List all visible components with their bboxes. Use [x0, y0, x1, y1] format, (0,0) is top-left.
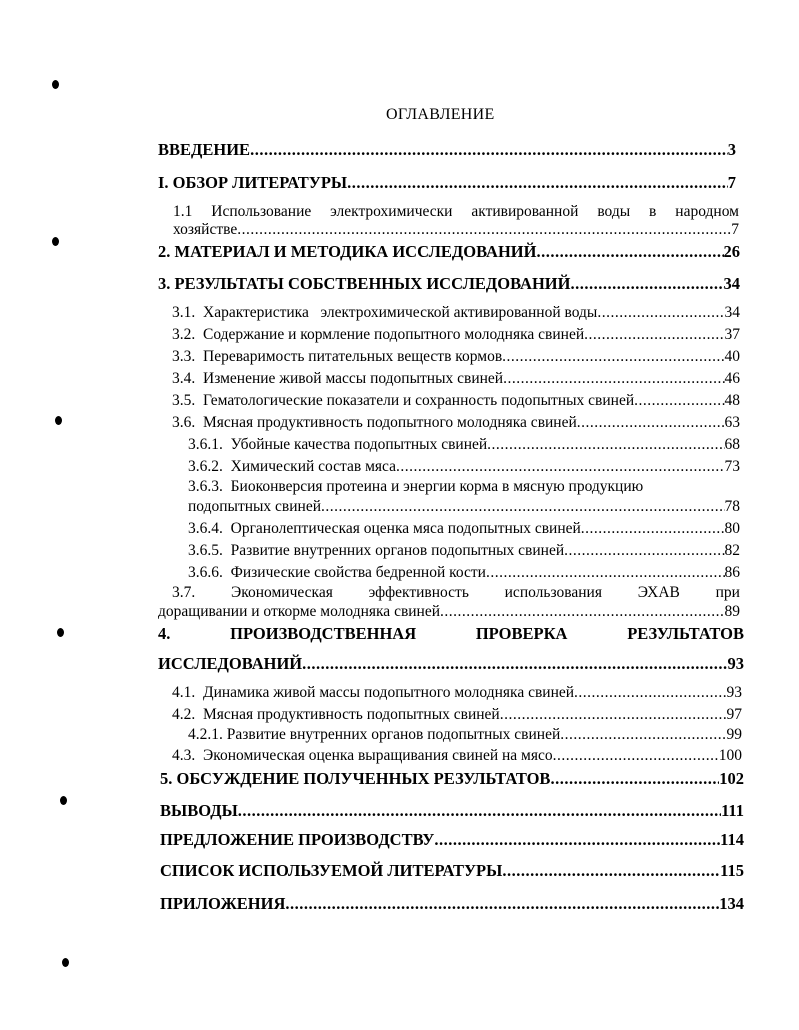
toc-entry-3-7-line2[interactable]: [158, 603, 740, 621]
binding-hole-mark: [52, 237, 59, 246]
toc-entry-3-2[interactable]: [172, 326, 740, 344]
toc-entry-3-5[interactable]: [172, 392, 740, 410]
toc-entry-text: 3.1. Характеристика электрохимической активированной воды: [172, 304, 598, 321]
toc-page-number: 34: [724, 304, 740, 321]
toc-entry-word: при: [715, 584, 740, 601]
toc-entry-text: 4.3. Экономическая оценка выращивания свиней на мясо: [172, 747, 553, 764]
toc-entry-text: ИССЛЕДОВАНИЙ: [158, 654, 303, 673]
toc-entry-4-2[interactable]: [172, 706, 742, 724]
toc-entry-text: хозяйстве: [173, 221, 238, 238]
toc-entry-text: 3.6.5. Развитие внутренних органов подопытных свиней: [188, 542, 565, 559]
toc-entry-word: Использование: [211, 203, 312, 220]
toc-page-number: 93: [727, 654, 744, 673]
toc-entry-word: ПРОВЕРКА: [475, 624, 568, 643]
leader-dots: [396, 458, 725, 476]
leader-dots: [250, 140, 728, 160]
leader-dots: [550, 769, 719, 789]
toc-entry-3-7-line1[interactable]: [172, 584, 740, 602]
toc-page-number: 97: [726, 706, 742, 723]
leader-dots: [536, 242, 723, 262]
toc-entry-4-3[interactable]: [172, 747, 742, 765]
leader-dots: [302, 654, 727, 674]
toc-page-number: 93: [726, 684, 742, 701]
toc-entry-text: 3.6.6. Физические свойства бедренной кости: [188, 564, 486, 581]
toc-entry-production-check-line2[interactable]: [158, 654, 744, 674]
toc-entry-3-3[interactable]: [172, 348, 740, 366]
binding-hole-mark: [62, 958, 69, 967]
leader-dots: [500, 706, 727, 724]
toc-entry-text: 3.6.2. Химический состав мяса: [188, 458, 396, 475]
toc-entry-text: I. ОБЗОР ЛИТЕРАТУРЫ: [158, 173, 348, 192]
toc-entry-word: эффективность: [368, 584, 469, 601]
toc-page-number: 26: [723, 242, 740, 261]
toc-page-number: 80: [724, 520, 740, 537]
binding-hole-mark: [55, 416, 62, 425]
binding-hole-mark: [60, 796, 67, 805]
toc-entry-3-6-1[interactable]: [188, 436, 740, 454]
toc-entry-3-6-2[interactable]: [188, 458, 740, 476]
toc-page-number: 86: [724, 564, 740, 581]
leader-dots: [584, 326, 724, 344]
toc-entry-number: 1.1: [173, 203, 193, 220]
toc-entry-text: 4.1. Динамика живой массы подопытного молодняка свиней: [172, 684, 575, 701]
page-title: ОГЛАВЛЕНИЕ: [386, 106, 495, 123]
toc-entry-text: ПРЕДЛОЖЕНИЕ ПРОИЗВОДСТВУ: [160, 830, 435, 849]
toc-entry-own-results[interactable]: [158, 274, 740, 294]
toc-entry-appendices[interactable]: [160, 894, 744, 914]
toc-entry-text: 3.5. Гематологические показатели и сохранность подопытных свиней: [172, 392, 635, 409]
toc-entry-word: РЕЗУЛЬТАТОВ: [627, 624, 744, 643]
toc-entry-text: 3.6. Мясная продуктивность подопытного молодняка свиней: [172, 414, 577, 431]
toc-entry-3-6-3-line1[interactable]: 3.6.3. Биоконверсия протеина и энергии корма в мясную продукцию: [188, 478, 644, 495]
toc-page-number: 114: [720, 830, 744, 849]
toc-entry-3-1[interactable]: [172, 304, 740, 322]
toc-entry-text: 3.4. Изменение живой массы подопытных свиней: [172, 370, 504, 387]
toc-entry-3-6-4[interactable]: [188, 520, 740, 538]
toc-entry-1-1-line1[interactable]: [173, 203, 739, 221]
toc-page-number: 111: [721, 801, 744, 820]
toc-entry-text: 2. МАТЕРИАЛ И МЕТОДИКА ИССЛЕДОВАНИЙ: [158, 242, 537, 261]
leader-dots: [502, 348, 724, 366]
toc-entry-discussion[interactable]: [160, 769, 744, 789]
toc-entry-word: ПРОИЗВОДСТВЕННАЯ: [230, 624, 417, 643]
toc-page-number: 34: [723, 274, 740, 293]
toc-entry-3-4[interactable]: [172, 370, 740, 388]
leader-dots: [597, 304, 724, 322]
toc-entry-number: 4.: [158, 624, 171, 643]
toc-entry-4-1[interactable]: [172, 684, 742, 702]
toc-entry-text: 3.3. Переваримость питательных веществ кормов: [172, 348, 503, 365]
toc-entry-3-6[interactable]: [172, 414, 740, 432]
toc-entry-1-1-line2[interactable]: [173, 221, 739, 239]
leader-dots: [553, 747, 719, 765]
toc-entry-word: использования: [504, 584, 602, 601]
leader-dots: [321, 498, 724, 516]
leader-dots: [634, 392, 724, 410]
toc-entry-text: 3.6.1. Убойные качества подопытных свиней: [188, 436, 488, 453]
toc-page-number: 73: [724, 458, 740, 475]
toc-entry-text: 4.2. Мясная продуктивность подопытных свиней: [172, 706, 500, 723]
leader-dots: [574, 684, 726, 702]
toc-entry-text: доращивании и откорме молодняка свиней: [158, 603, 441, 620]
toc-page-number: 68: [724, 436, 740, 453]
toc-page-number: 78: [724, 498, 740, 515]
toc-entry-text: 3.6.4. Органолептическая оценка мяса подопытных свиней: [188, 520, 581, 537]
toc-entry-conclusions[interactable]: [160, 801, 744, 821]
toc-entry-3-6-3-line2[interactable]: [188, 498, 740, 516]
toc-page-number: 7: [727, 173, 736, 192]
toc-entry-word: воды: [597, 203, 631, 220]
toc-entry-text: СПИСОК ИСПОЛЬЗУЕМОЙ ЛИТЕРАТУРЫ: [160, 861, 503, 880]
leader-dots: [570, 274, 723, 294]
toc-entry-text: 3. РЕЗУЛЬТАТЫ СОБСТВЕННЫХ ИССЛЕДОВАНИЙ: [158, 274, 571, 293]
leader-dots: [503, 370, 724, 388]
toc-entry-4-2-1[interactable]: [188, 726, 742, 744]
binding-hole-mark: [52, 80, 59, 89]
toc-entry-word: электрохимически: [330, 203, 453, 220]
toc-entry-3-6-5[interactable]: [188, 542, 740, 560]
leader-dots: [434, 830, 720, 850]
leader-dots: [487, 436, 724, 454]
toc-entry-3-6-6[interactable]: [188, 564, 740, 582]
toc-entry-literature-review[interactable]: [158, 173, 736, 193]
leader-dots: [237, 221, 731, 239]
leader-dots: [564, 542, 724, 560]
toc-page-number: 115: [720, 861, 744, 880]
toc-entry-word: ЭХАВ: [637, 584, 680, 601]
toc-entry-proposal[interactable]: [160, 830, 744, 850]
toc-entry-text: ВЫВОДЫ: [160, 801, 238, 820]
toc-entry-text: ВВЕДЕНИЕ: [158, 140, 251, 159]
binding-hole-mark: [57, 628, 64, 637]
toc-page-number: 7: [731, 221, 739, 238]
leader-dots: [440, 603, 724, 621]
toc-page-number: 40: [724, 348, 740, 365]
toc-page-number: 99: [726, 726, 742, 743]
toc-page-number: 100: [718, 747, 742, 764]
leader-dots: [285, 894, 719, 914]
toc-entry-word: активированной: [471, 203, 579, 220]
toc-entry-intro[interactable]: [158, 140, 736, 160]
leader-dots: [560, 726, 726, 744]
toc-page-number: 82: [724, 542, 740, 559]
toc-entry-word: Экономическая: [231, 584, 333, 601]
toc-page-number: 89: [724, 603, 740, 620]
toc-page-number: 134: [719, 894, 744, 913]
toc-entry-text: 3.2. Содержание и кормление подопытного молодняка свиней: [172, 326, 585, 343]
toc-page-number: 46: [724, 370, 740, 387]
toc-page-number: 37: [724, 326, 740, 343]
toc-entry-text: ПРИЛОЖЕНИЯ: [160, 894, 286, 913]
leader-dots: [577, 414, 725, 432]
leader-dots: [581, 520, 725, 538]
toc-entry-text: подопытных свиней: [188, 498, 322, 515]
toc-page-number: 63: [724, 414, 740, 431]
leader-dots: [502, 861, 720, 881]
leader-dots: [486, 564, 725, 582]
toc-page-number: 48: [724, 392, 740, 409]
toc-entry-text: 5. ОБСУЖДЕНИЕ ПОЛУЧЕННЫХ РЕЗУЛЬТАТОВ: [160, 769, 551, 788]
toc-entry-word: в: [649, 203, 657, 220]
leader-dots: [347, 173, 728, 193]
toc-page-number: 102: [719, 769, 744, 788]
toc-entry-text: 4.2.1. Развитие внутренних органов подопытных свиней: [188, 726, 561, 743]
toc-entry-materials-methods[interactable]: [158, 242, 740, 262]
toc-entry-references[interactable]: [160, 861, 744, 881]
toc-page-number: 3: [727, 140, 736, 159]
toc-entry-number: 3.7.: [172, 584, 196, 601]
leader-dots: [238, 801, 721, 821]
toc-entry-word: народном: [675, 203, 739, 220]
toc-entry-production-check-line1[interactable]: [158, 624, 744, 644]
